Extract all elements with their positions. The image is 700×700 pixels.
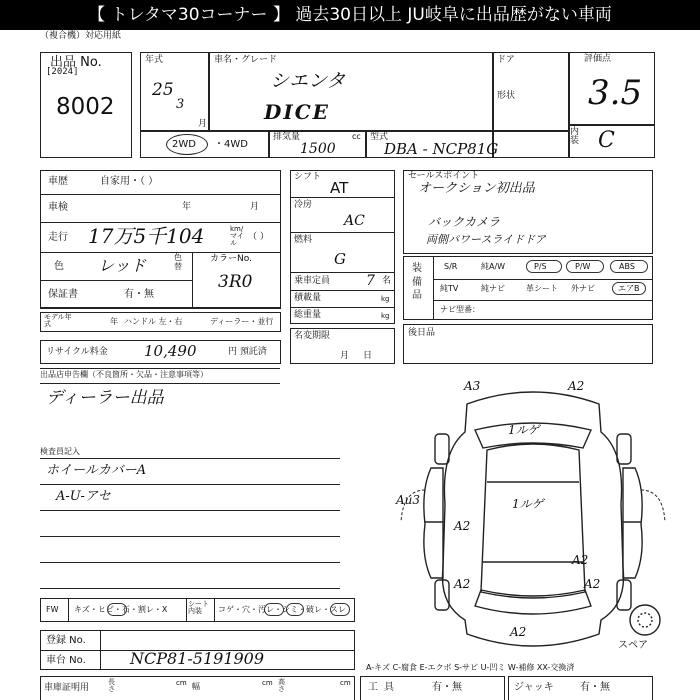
mark-a2-left-door: A2 <box>454 519 471 533</box>
koge-circle-3 <box>330 603 350 616</box>
mileage-unit: km/マイル <box>230 225 244 247</box>
shift-label: シフト <box>294 172 322 182</box>
door-label: ドア <box>497 55 515 65</box>
model-type-value: DBA - NCP81G <box>384 140 499 158</box>
load-unit: kg <box>381 295 390 303</box>
koge-circle-2 <box>286 603 304 616</box>
color-no-value: 3R0 <box>218 272 253 292</box>
model-row-dealer: ディーラー・並行 <box>210 317 274 326</box>
model-row-model: モデル年式 <box>44 313 72 328</box>
displacement-label: 排気量 <box>273 132 301 142</box>
lot-year-tag: [2024] <box>46 67 79 77</box>
lot-number: 8002 <box>56 94 115 120</box>
color-change-label: 色替 <box>174 253 182 271</box>
model-row-handle: ハンドル 左・右 <box>124 317 183 326</box>
inspection-month: 月 <box>250 202 260 212</box>
mileage-value: 17万5千104 <box>88 224 205 248</box>
seat-label: シート内装 <box>188 600 209 615</box>
mileage-paren: （ ） <box>248 232 269 242</box>
history-value: 自家用・（ ） <box>100 176 159 187</box>
recycle-unit: 円 預託済 <box>228 347 267 357</box>
mark-au3-left: Au3 <box>396 493 421 507</box>
interior-value: C <box>598 128 615 153</box>
load-label: 積載量 <box>294 293 322 303</box>
car-name-label: 車名・グレード <box>214 55 278 65</box>
jack-label: ジャッキ <box>514 682 554 693</box>
kizu-circle-1 <box>107 603 127 616</box>
month-unit: 月 <box>198 119 208 129</box>
navi-model-label: ナビ型番： <box>440 305 480 314</box>
color-value: レッド <box>98 256 146 275</box>
equip-leather: 革シート <box>526 284 558 293</box>
equip-ps: P/S <box>534 262 547 271</box>
inspector-line-1: ホイールカバーA <box>46 463 147 478</box>
interior-label: 内装 <box>570 127 580 146</box>
mark-a2-rear: A2 <box>510 625 527 639</box>
kizu-label: キズ・ヒビ・石・割レ・X <box>74 605 168 614</box>
capacity-unit: 名 <box>382 276 392 286</box>
fuel-value: G <box>334 250 346 268</box>
equipment-label: 装備品 <box>412 263 422 301</box>
after-date-block <box>403 324 653 364</box>
garage-cert-label: 車庫証明用 <box>44 683 90 693</box>
mark-a3-roof: A3 <box>464 379 481 393</box>
color-label: 色 <box>54 261 64 272</box>
koge-circle-1 <box>264 603 284 616</box>
cert-length: 長さ <box>108 678 115 693</box>
drive-2wd: 2WD <box>172 139 196 150</box>
history-label: 車歴 <box>48 176 68 187</box>
tools-value: 有・無 <box>432 682 462 693</box>
jack-value: 有・無 <box>580 682 610 693</box>
equip-navi: 純ナビ <box>481 284 505 293</box>
sales-point-line-2: バックカメラ <box>428 215 501 229</box>
warranty-value: 有・無 <box>124 289 154 300</box>
fuel-label: 燃料 <box>294 235 313 245</box>
koge-label: コゲ・穴・汚レ・シミ・破レ・スレ <box>218 605 346 614</box>
cert-cm-1: cm <box>176 679 187 687</box>
spare-label: スペア <box>618 640 648 651</box>
lot-label: 出品 No. <box>50 55 102 70</box>
equip-ext-navi: 外ナビ <box>571 284 595 293</box>
mark-a2-rear-left: A2 <box>454 577 471 591</box>
cert-cm-2: cm <box>262 679 273 687</box>
score-value: 3.5 <box>588 73 643 113</box>
gross-unit: kg <box>381 312 390 320</box>
shape-label: 形状 <box>497 91 516 101</box>
mark-a2-front-right: A2 <box>568 379 585 393</box>
warranty-label: 保証書 <box>48 289 78 300</box>
equip-alloy: 純A/W <box>481 262 506 271</box>
drive-4wd: ・4WD <box>214 139 248 150</box>
model-year-month: 3 <box>176 97 185 112</box>
fw-label: FW <box>46 605 59 614</box>
equip-abs: ABS <box>619 262 635 271</box>
capacity-label: 乗車定員 <box>294 276 331 286</box>
aircon-label: 冷房 <box>294 200 313 210</box>
model-year-label: 年式 <box>145 55 164 65</box>
mark-bonnet: 1ルゲ <box>508 423 540 437</box>
declaration-label: 出品店申告欄（不良箇所・欠品・注意事項等） <box>40 370 208 379</box>
inspection-year: 年 <box>182 202 192 212</box>
equip-pw: P/W <box>575 262 591 271</box>
equip-sr: S/R <box>444 262 458 271</box>
aircon-value: AC <box>344 213 365 229</box>
sales-point-line-3: 両側パワースライドドア <box>426 233 546 246</box>
declaration-text: ディーラー出品 <box>46 388 164 408</box>
model-year-value: 25 <box>152 80 174 100</box>
sales-point-line-1: オークション初出品 <box>418 181 535 196</box>
inspector-line-2: A-U-アセ <box>56 489 111 504</box>
registration-label: 登録 No. <box>46 635 86 646</box>
banner: 【 トレタマ30コーナー 】 過去30日以上 JU岐阜に出品歴がない車両 <box>0 0 700 30</box>
chassis-value: NCP81-5191909 <box>130 649 265 668</box>
mark-a2-rear-corner: A2 <box>584 577 601 591</box>
after-date-label: 後日品 <box>408 328 436 338</box>
form-subtitle: （複合機）対応用紙 <box>40 31 122 41</box>
displacement-value: 1500 <box>300 141 336 157</box>
damage-code-legend: A-キズ C-腐食 E-エクボ S-サビ U-凹ミ W-補修 XX-交換済 <box>366 663 575 672</box>
recycle-label: リサイクル料金 <box>46 347 108 357</box>
score-label: 評価点 <box>584 54 612 64</box>
name-change-unit: 月日 <box>340 351 387 361</box>
cert-height: 高さ <box>278 678 285 693</box>
equip-tv: 純TV <box>440 284 459 293</box>
inspector-label: 検査員記入 <box>40 447 80 456</box>
recycle-value: 10,490 <box>144 342 197 360</box>
car-damage-diagram <box>395 372 670 662</box>
inspection-label: 車検 <box>48 202 68 213</box>
cert-cm-3: cm <box>340 679 351 687</box>
equip-airbag: エアB <box>618 284 640 293</box>
sales-point-label: セールスポイント <box>408 171 480 181</box>
tools-label: 工具 <box>368 682 400 693</box>
model-row-year: 年 <box>110 317 118 326</box>
mark-a2-rear-right: A2 <box>572 553 589 567</box>
gross-label: 総重量 <box>294 310 322 320</box>
model-type-label: 型式 <box>370 132 389 142</box>
mileage-label: 走行 <box>48 232 68 243</box>
chassis-label: 車台 No. <box>46 655 86 666</box>
car-name-value: シエンタ <box>270 70 346 92</box>
car-grade-value: DICE <box>264 100 330 124</box>
shift-value: AT <box>330 179 349 197</box>
name-change-label: 名変期限 <box>294 331 331 341</box>
mark-roof: 1ルゲ <box>512 497 544 511</box>
cert-width: 幅 <box>192 682 200 691</box>
capacity-value: 7 <box>366 273 375 289</box>
color-no-label: カラーNo. <box>210 254 252 264</box>
displacement-unit: cc <box>352 132 361 141</box>
